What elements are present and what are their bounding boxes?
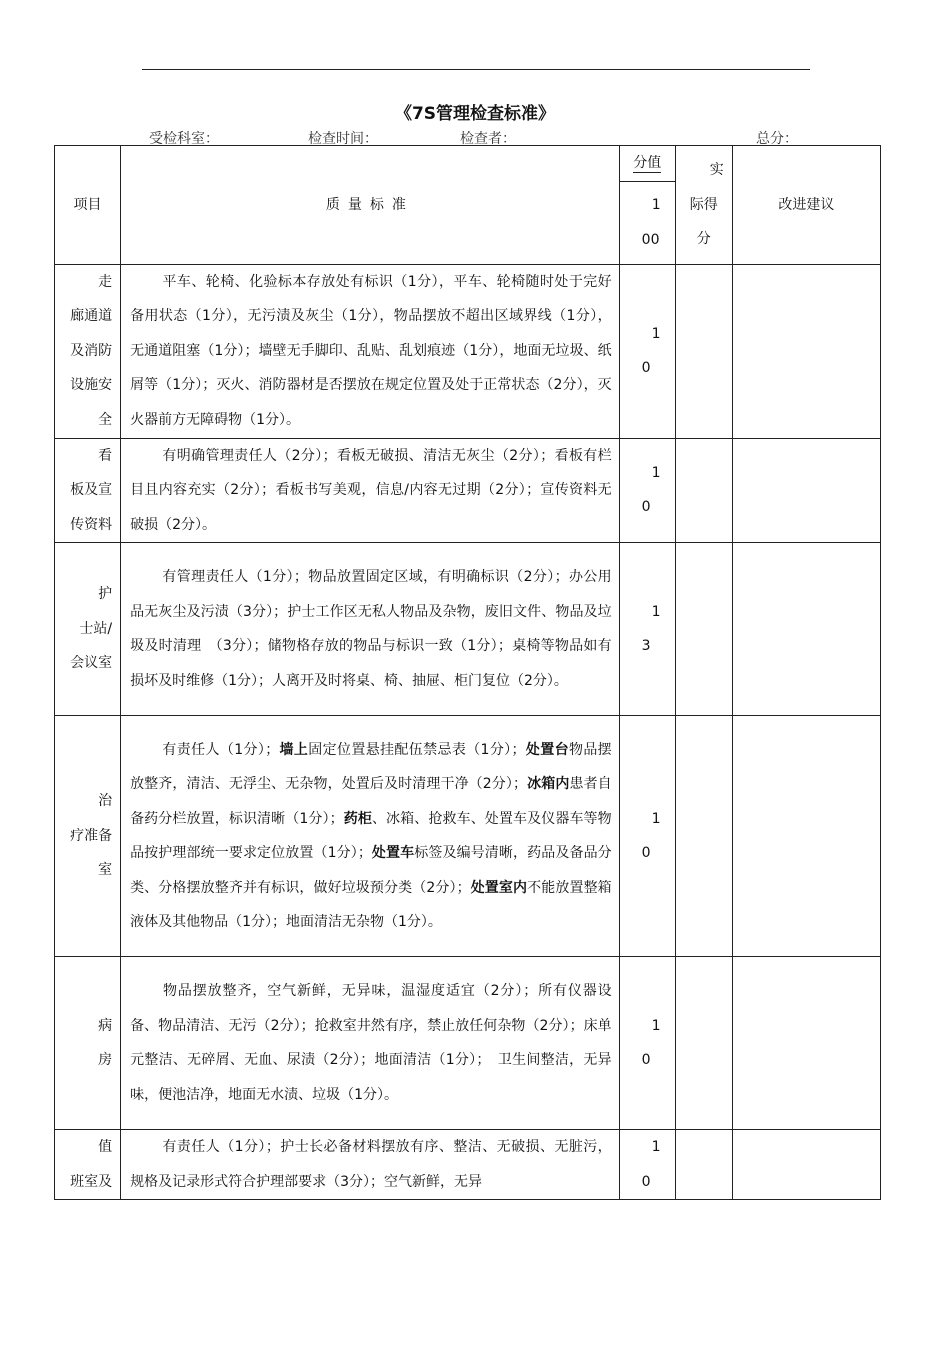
standard-emphasis: 药柜 <box>343 810 372 827</box>
row-score-digit-1: 1 <box>651 464 661 481</box>
row-standard <box>121 1130 620 1200</box>
row-score-digit-2: 0 <box>641 499 651 516</box>
table-row <box>55 1130 881 1200</box>
row-item-line: 病 <box>98 1017 113 1034</box>
row-item <box>55 716 121 957</box>
standard-text: 物品摆放整齐，清洁、无浮尘、无杂物，处置后及时清理干净（2分）； <box>130 741 612 792</box>
inspection-time-label: 检查时间： <box>308 131 378 147</box>
row-item-line: 班室及 <box>70 1173 113 1190</box>
row-score <box>619 957 675 1130</box>
row-item-line: 护 <box>98 586 113 603</box>
department-label: 受检科室： <box>149 131 219 147</box>
standard-text: 有明确管理责任人（2分）；看板无破损、清洁无灰尘（2分）；看板有栏目且内容充实（2分）；看板书写美观，信息/内容无过期（2分）；宣传资料无破损（2分）。 <box>130 447 612 533</box>
standard-text: 有管理责任人（1分）；物品放置固定区域，有明确标识（2分）；办公用品无灰尘及污渍（3分）；护士工作区无私人物品及杂物，废旧文件、物品及垃圾及时清理 （3分）；储物格存放的物品与标识一致（1分）；桌椅等物品如有损坏及时维修（1分）；人离开及时将桌、椅、抽屉、柜门复位（2分）。 <box>130 569 612 689</box>
row-item-line: 房 <box>98 1052 113 1068</box>
row-item-line: 治 <box>98 793 113 810</box>
row-score-digit-2: 0 <box>641 1173 651 1190</box>
header-actual-score <box>675 146 732 265</box>
header-score-total <box>619 181 675 264</box>
row-score-digit-2: 0 <box>641 845 651 861</box>
row-actual-score[interactable] <box>675 957 732 1130</box>
standard-text: 固定位置悬挂配伍禁忌表（1分）； <box>308 741 526 758</box>
row-item-line: 走 <box>98 273 113 290</box>
header-score-label: 分值 <box>633 155 662 171</box>
row-score-digit-2: 0 <box>641 1052 651 1068</box>
standard-emphasis: 处置台 <box>525 741 569 758</box>
row-score-digit-1: 1 <box>651 325 661 342</box>
standard-text: 有责任人（1分）； <box>162 741 280 758</box>
standard-text: 有责任人（1分）；护士长必备材料摆放有序、整洁、无破损、无脏污，规格及记录形式符合护理部要求（3分）；空气新鲜，无异 <box>130 1139 612 1190</box>
header-item: 项目 <box>55 146 121 265</box>
row-item-line: 及消防 <box>70 342 113 359</box>
table-row <box>55 543 881 716</box>
inspector-label: 检查者： <box>460 131 516 147</box>
row-score-digit-1: 1 <box>651 810 661 827</box>
row-suggestion[interactable] <box>732 716 880 957</box>
row-actual-score[interactable] <box>675 264 732 438</box>
row-item-line: 传资料 <box>70 516 113 533</box>
row-item <box>55 543 121 716</box>
row-actual-score[interactable] <box>675 1130 732 1200</box>
row-score <box>619 438 675 543</box>
row-score <box>619 716 675 957</box>
standard-text: 、冰箱、抢救车、处置车及仪器车等物品按护理部统一要求定位放置（1分）； <box>130 810 612 861</box>
header-actual-line-1: 实 <box>709 162 724 178</box>
row-item-line: 室 <box>98 862 113 879</box>
standard-text: 平车、轮椅、化验标本存放处有标识（1分），平车、轮椅随时处于完好备用状态（1分），无污渍及灰尘（1分），物品摆放不超出区域界线（1分），无通道阻塞（1分）；墙壁无手脚印、乱贴、乱划痕迹（1分），地面无垃圾、纸屑等（1分）；灭火、消防器材是否摆放在规定位置及处于正常状态（2分），灭火器前方无障碍物（1分）。 <box>130 273 612 428</box>
row-item-line: 值 <box>98 1139 113 1155</box>
standard-emphasis: 冰箱内 <box>527 776 570 792</box>
row-standard <box>121 716 620 957</box>
standard-text: 标签及编号清晰，药品及备品分类、分格摆放整齐并有标识，做好垃圾预分类（2分）； <box>130 845 612 896</box>
row-standard <box>121 957 620 1130</box>
row-item <box>55 438 121 543</box>
standard-text: 患者自备药分栏放置，标识清晰（1分）； <box>130 776 612 827</box>
header-score-cell <box>619 146 675 182</box>
standard-text: 物品摆放整齐，空气新鲜，无异味，温湿度适宜（2分）；所有仪器设备、物品清洁、无污（2分）；抢救室井然有序，禁止放任何杂物（2分）；床单元整洁、无碎屑、无血、尿渍（2分）；地面清洁（1分）； 卫生间整洁，无异味，便池洁净，地面无水渍、垃圾（1分）。 <box>130 983 612 1103</box>
standard-emphasis: 处置室内 <box>470 879 528 896</box>
row-actual-score[interactable] <box>675 716 732 957</box>
header-suggestion: 改进建议 <box>732 146 880 265</box>
row-score <box>619 543 675 716</box>
header-actual-line-3: 分 <box>696 231 711 247</box>
row-suggestion[interactable] <box>732 438 880 543</box>
row-score <box>619 1130 675 1200</box>
row-item-line: 士站/ <box>79 620 113 637</box>
row-score-digit-2: 3 <box>641 638 651 654</box>
row-score-digit-1: 1 <box>651 1017 661 1034</box>
row-score <box>619 264 675 438</box>
table-row <box>55 264 881 438</box>
document-title: 《7S管理检查标准》 <box>394 104 556 124</box>
header-standard: 质量标准 <box>121 146 620 265</box>
row-item-line: 会议室 <box>70 655 113 672</box>
standard-text: 不能放置整箱液体及其他物品（1分）；地面清洁无杂物（1分）。 <box>130 879 612 930</box>
row-actual-score[interactable] <box>675 438 732 543</box>
row-item <box>55 957 121 1130</box>
row-item-line: 廊通道 <box>70 308 113 325</box>
row-score-digit-1: 1 <box>651 603 661 620</box>
row-item-line: 全 <box>98 411 113 428</box>
row-item <box>55 1130 121 1200</box>
table-row <box>55 716 881 957</box>
table-row <box>55 438 881 543</box>
header-score-total-1: 1 <box>651 197 661 213</box>
row-score-digit-1: 1 <box>651 1139 661 1155</box>
row-suggestion[interactable] <box>732 957 880 1130</box>
row-item-line: 板及宣 <box>70 482 113 498</box>
row-suggestion[interactable] <box>732 543 880 716</box>
row-item-line: 设施安 <box>70 377 113 394</box>
row-standard <box>121 543 620 716</box>
row-item-line: 疗准备 <box>70 827 113 844</box>
row-item <box>55 264 121 438</box>
header-actual-line-2: 际得 <box>689 196 718 213</box>
inspection-standard-table <box>54 145 881 1200</box>
row-actual-score[interactable] <box>675 543 732 716</box>
row-standard <box>121 438 620 543</box>
table-header-row <box>55 146 881 182</box>
table-row <box>55 957 881 1130</box>
row-item-line: 看 <box>98 447 113 464</box>
total-score-label: 总分： <box>756 131 798 147</box>
row-suggestion[interactable] <box>732 1130 880 1200</box>
header-rule <box>142 69 810 70</box>
header-score-total-2: 00 <box>641 231 660 248</box>
row-standard <box>121 264 620 438</box>
row-score-digit-2: 0 <box>641 360 651 376</box>
standard-emphasis: 处置车 <box>371 845 415 861</box>
row-suggestion[interactable] <box>732 264 880 438</box>
standard-emphasis: 墙上 <box>279 741 309 758</box>
